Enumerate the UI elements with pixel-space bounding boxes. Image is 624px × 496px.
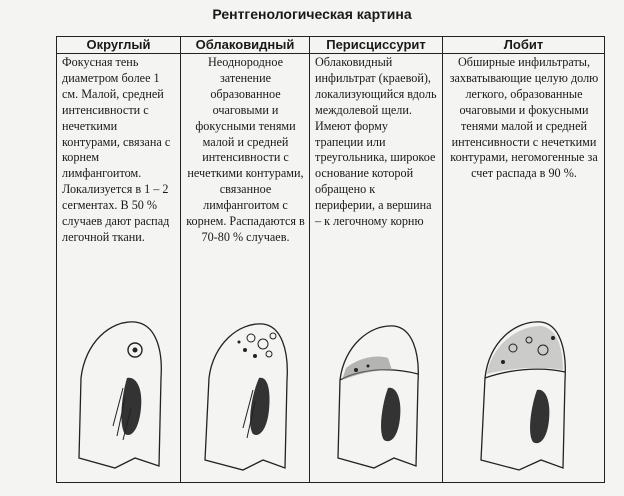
description-lobit: Обширные инфильтраты, захватывающие целую долю легкого, образованные очаговыми и фокусными тенями малой и средней интенсивности с нечеткими контурами, негомогенные за счет распада в 90 %. <box>449 55 599 181</box>
xray-table <box>56 36 605 483</box>
cell-lobit <box>443 54 605 483</box>
cell-okrugly <box>57 54 181 483</box>
header-lobit: Лобит <box>443 37 605 54</box>
description-okrugly: Фокусная тень диаметром более 1 см. Малой, средней интенсивности с нечеткими контурами, связана с корнем лимфангоитом. Локализуется в 1 – 2 сегментах. В 50 % случаев дают распад легочной ткани. <box>62 55 171 244</box>
page-title: Рентгенологическая картина <box>212 6 412 22</box>
lung-sketch-round-infiltrate <box>65 308 175 476</box>
header-okrugly: Округлый <box>57 37 181 54</box>
cell-perisciссurit <box>310 54 443 483</box>
lung-sketch-cloud-infiltrate <box>189 308 299 476</box>
description-perisciссurit: Облаковидный инфильтрат (краевой), локализующийся вдоль междолевой щели. Имеют форму трапеции или треугольника, широкое основание которой обращено к периферии, а вершина – к легочному корню <box>315 55 437 229</box>
lung-sketch-lobitis <box>463 308 573 476</box>
header-oblakovidny: Облаковидный <box>181 37 310 54</box>
cell-oblakovidny <box>181 54 310 483</box>
lung-sketch-periscissuritis <box>318 308 428 476</box>
header-perisciссurit: Перисциссурит <box>310 37 443 54</box>
description-oblakovidny: Неоднородное затенение образованное очаговыми и фокусными тенями малой и средней интенсивности с нечеткими контурами, связанное лимфангоитом с корнем. Распадаются в 70-80 % случаев. <box>186 55 305 244</box>
